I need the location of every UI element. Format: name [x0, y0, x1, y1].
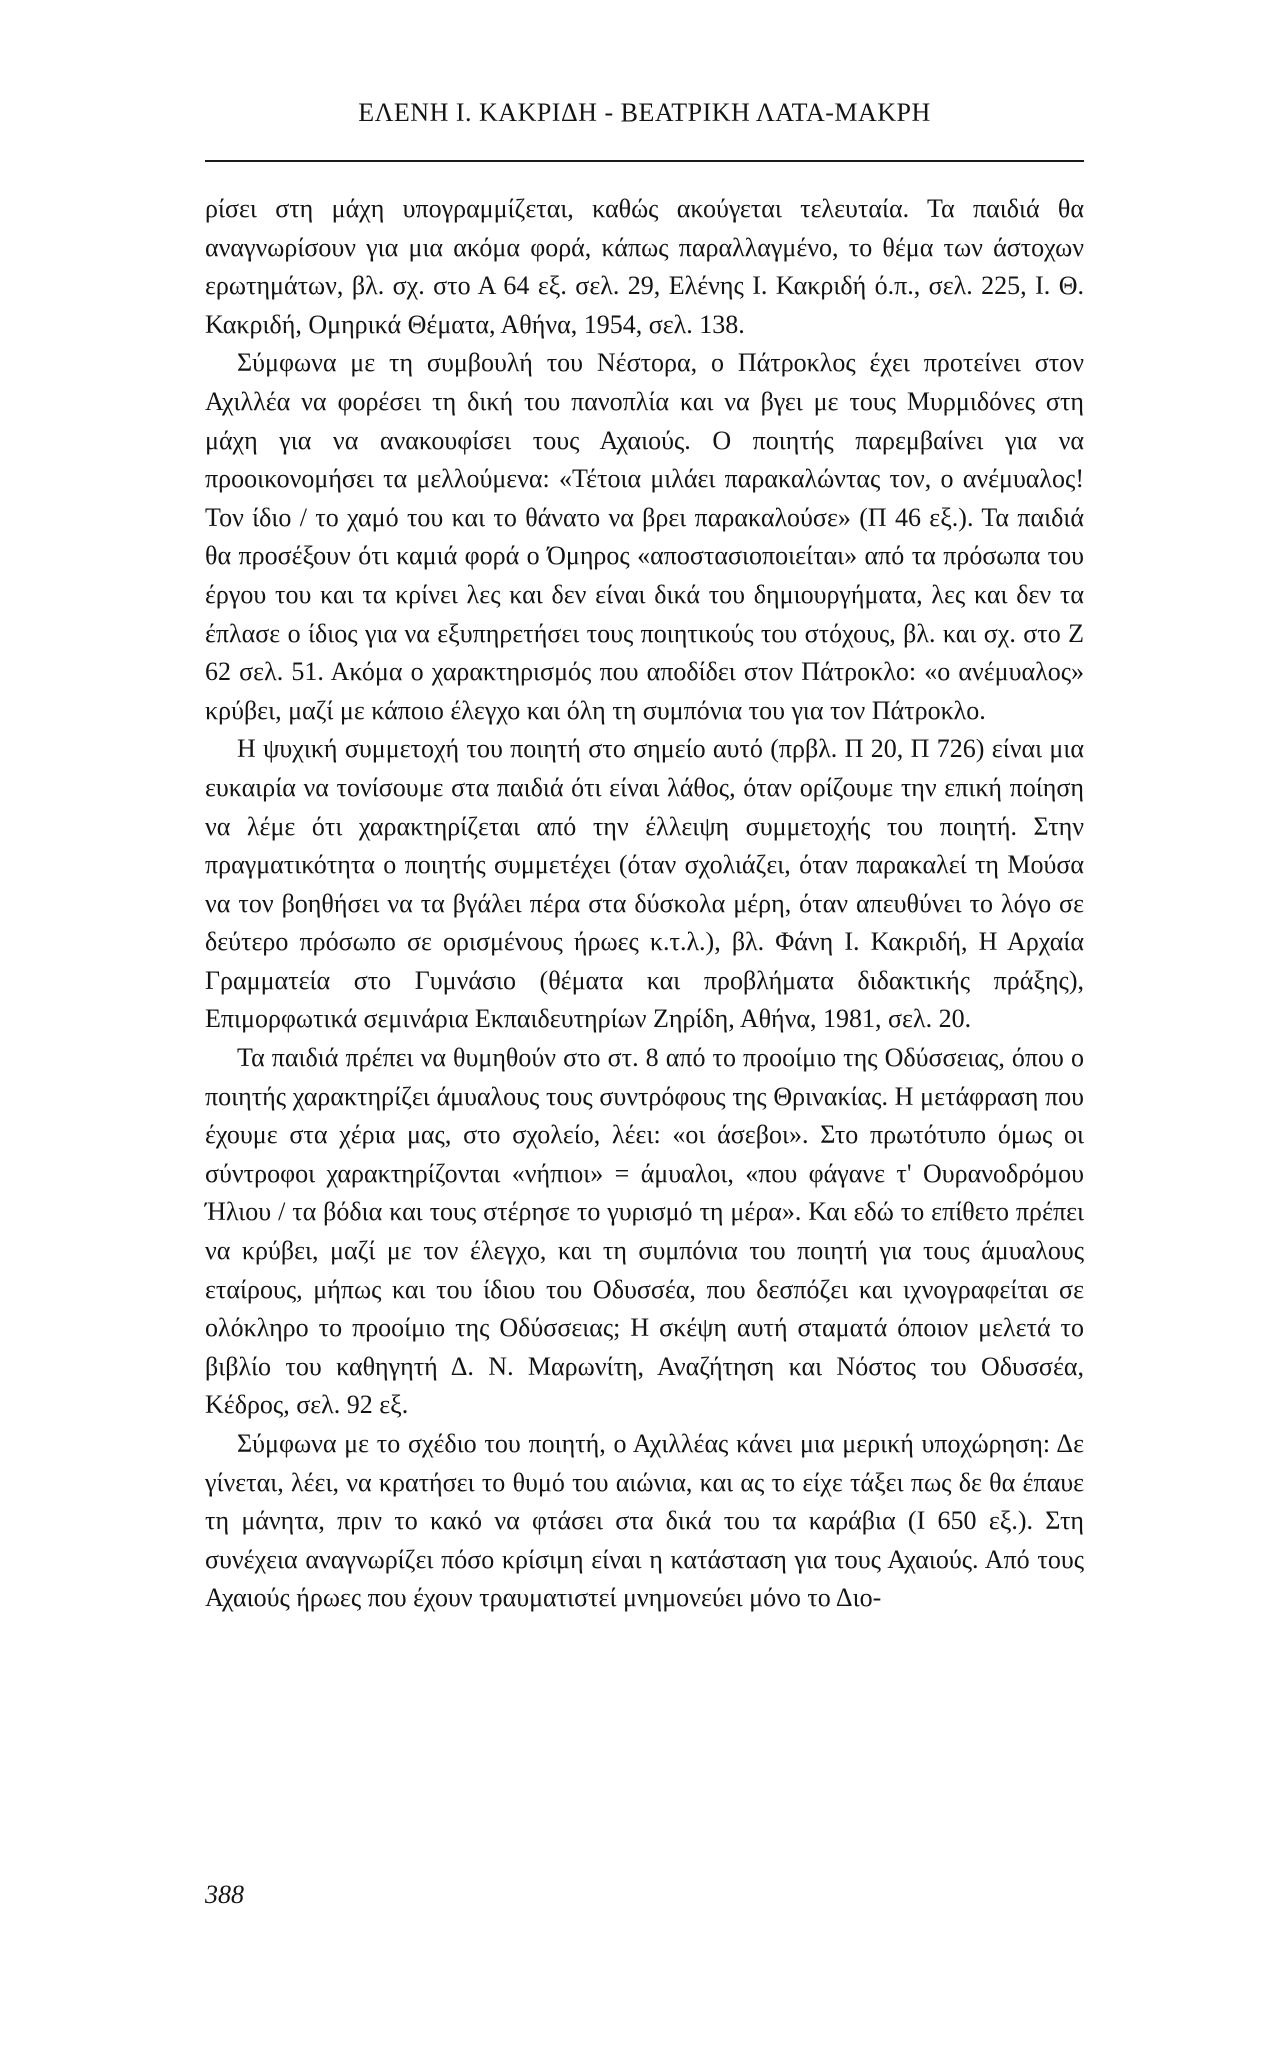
page-number: 388	[205, 1880, 244, 1909]
paragraph: Τα παιδιά πρέπει να θυμηθούν στο στ. 8 από το προοίμιο της Οδύσσειας, όπου ο ποιητής χαρακτηρίζει άμυαλους τους συντρόφους της Θρινακίας. Η μετάφραση που έχουμε στα χέρια μας, στο σχολείο, λέει: «οι άσεβοι». Στο πρωτότυπο όμως οι σύντροφοι χαρακτηρίζονται «νήπιοι» = άμυαλοι, «που φάγανε τ' Ουρανοδρόμου Ήλιου / τα βόδια και τους στέρησε το γυρισμό τη μέρα». Και εδώ το επίθετο πρέπει να κρύβει, μαζί με τον έλεγχο, και τη συμπόνια του ποιητή για τους άμυαλους εταίρους, μήπως και του ίδιου του Οδυσσέα, που δεσπόζει και ιχνογραφείται σε ολόκληρο το προοίμιο της Οδύσσειας; Η σκέψη αυτή σταματά όποιον μελετά το βιβλίο του καθηγητή Δ. Ν. Μαρωνίτη, Αναζήτηση και Νόστος του Οδυσσέα, Κέδρος, σελ. 92 εξ.	[205, 1043, 1084, 1420]
header-rule	[205, 160, 1084, 162]
running-header: ΕΛΕΝΗ Ι. ΚΑΚΡΙΔΗ - ΒΕΑΤΡΙΚΗ ΛΑΤΑ-ΜΑΚΡΗ	[358, 98, 931, 127]
paragraph: Σύμφωνα με το σχέδιο του ποιητή, ο Αχιλλέας κάνει μια μερική υποχώρηση: Δε γίνεται, λέει, να κρατήσει το θυμό του αιώνια, και ας το είχε τάξει πως δε θα έπαυε τη μάνητα, πριν το κακό να φτάσει στα δικά του τα καράβια (Ι 650 εξ.). Στη συνέχεια αναγνωρίζει πόσο κρίσιμη είναι η κατάσταση για τους Αχαιούς. Από τους Αχαιούς ήρωες που έχουν τραυματιστεί μνημονεύει μόνο το Διο-	[205, 1429, 1084, 1613]
paragraph: Η ψυχική συμμετοχή του ποιητή στο σημείο αυτό (πρβλ. Π 20, Π 726) είναι μια ευκαιρία να τονίσουμε στα παιδιά ότι είναι λάθος, όταν ορίζουμε την επική ποίηση να λέμε ότι χαρακτηρίζεται από την έλλειψη συμμετοχής του ποιητή. Στην πραγματικότητα ο ποιητής συμμετέχει (όταν σχολιάζει, όταν παρακαλεί τη Μούσα να τον βοηθήσει να τα βγάλει πέρα στα δύσκολα μέρη, όταν απευθύνει το λόγο σε δεύτερο πρόσωπο σε ορισμένους ήρωες κ.τ.λ.), βλ. Φάνη Ι. Κακριδή, Η Αρχαία Γραμματεία στο Γυμνάσιο (θέματα και προβλήματα διδακτικής πράξης), Επιμορφωτικά σεμινάρια Εκπαιδευτηρίων Ζηρίδη, Αθήνα, 1981, σελ. 20.	[205, 734, 1084, 1034]
paragraph: ρίσει στη μάχη υπογραμμίζεται, καθώς ακούγεται τελευταία. Τα παιδιά θα αναγνωρίσουν για μια ακόμα φορά, κάπως παραλλαγμένο, το θέμα των άστοχων ερωτημάτων, βλ. σχ. στο Α 64 εξ. σελ. 29, Ελένης Ι. Κακριδή ό.π., σελ. 225, Ι. Θ. Κακριδή, Ομηρικά Θέματα, Αθήνα, 1954, σελ. 138.	[205, 194, 1084, 339]
paragraph: Σύμφωνα με τη συμβουλή του Νέστορα, ο Πάτροκλος έχει προτείνει στον Αχιλλέα να φορέσει τη δική του πανοπλία και να βγει με τους Μυρμιδόνες στη μάχη για να ανακουφίσει τους Αχαιούς. Ο ποιητής παρεμβαίνει για να προοικονομήσει τα μελλούμενα: «Τέτοια μιλάει παρακαλώντας τον, ο ανέμυαλος! Τον ίδιο / το χαμό του και το θάνατο να βρει παρακαλούσε» (Π 46 εξ.). Τα παιδιά θα προσέξουν ότι καμιά φορά ο Όμηρος «αποστασιοποιείται» από τα πρόσωπα του έργου του και τα κρίνει λες και δεν είναι δικά του δημιουργήματα, λες και δεν τα έπλασε ο ίδιος για να εξυπηρετήσει τους ποιητικούς του στόχους, βλ. και σχ. στο Ζ 62 σελ. 51. Ακόμα ο χαρακτηρισμός που αποδίδει στον Πάτροκλο: «ο ανέμυαλος» κρύβει, μαζί με κάποιο έλεγχο και όλη τη συμπόνια του για τον Πάτροκλο.	[205, 348, 1084, 725]
body-text	[205, 190, 1084, 1618]
